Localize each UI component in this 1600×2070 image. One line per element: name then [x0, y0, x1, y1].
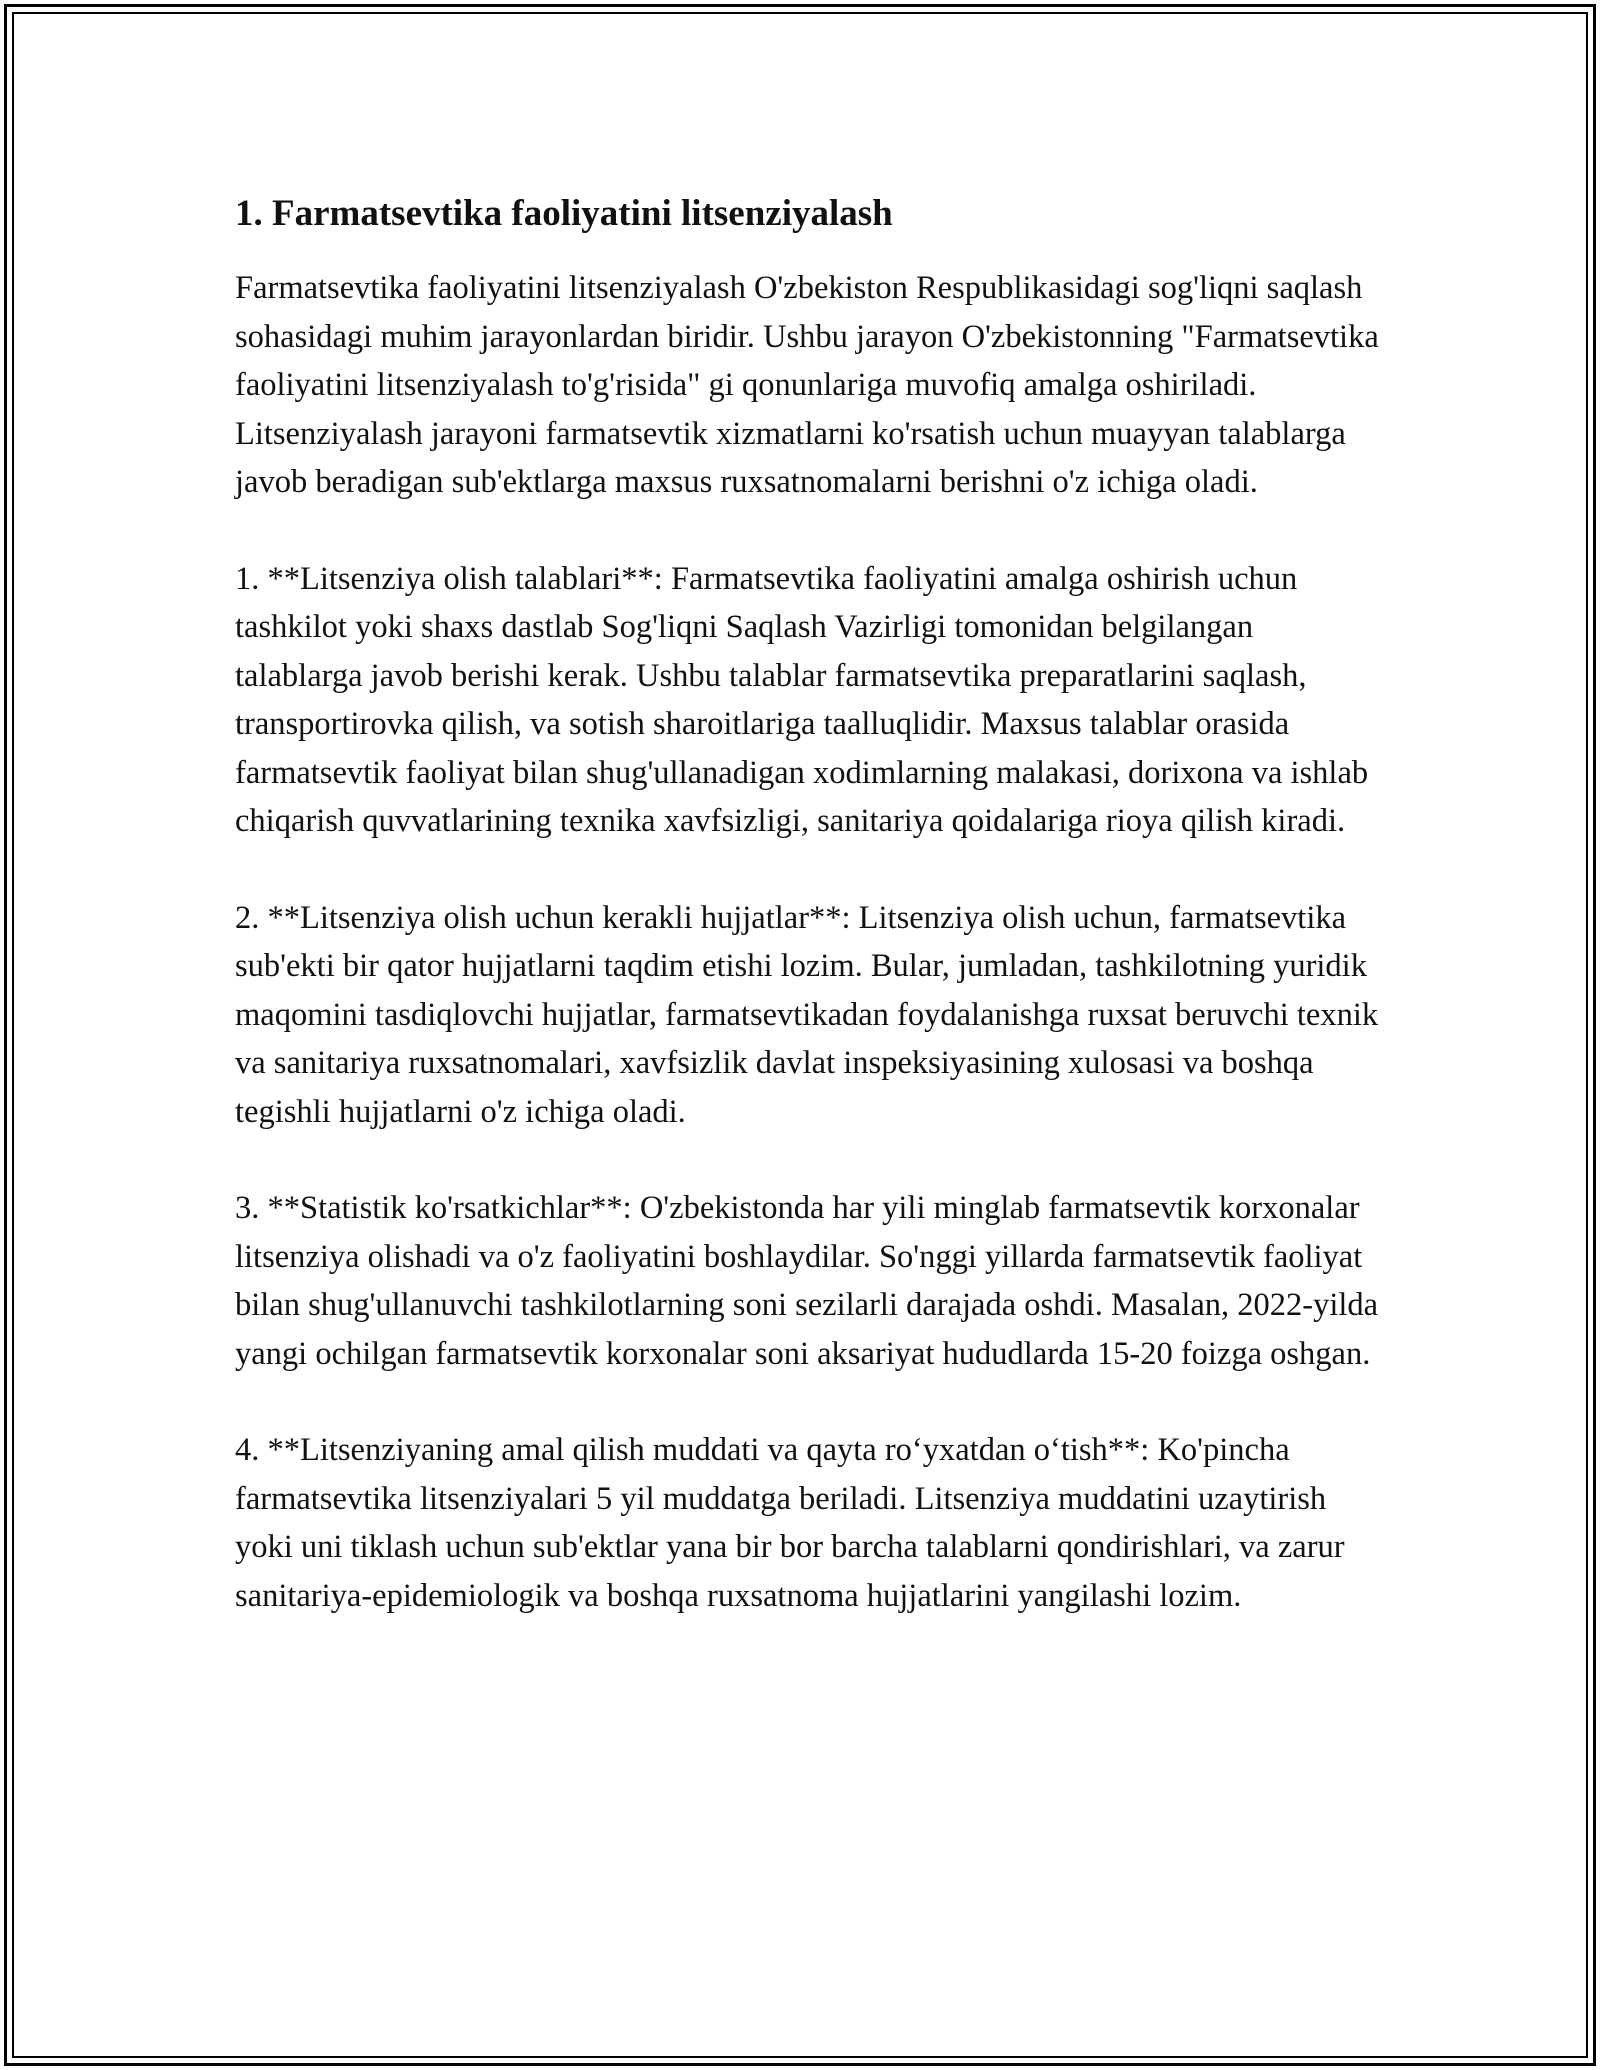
paragraph-required-documents: 2. **Litsenziya olish uchun kerakli hujjatlar**: Litsenziya olish uchun, farmatsevtika sub'ekti bir qator hujjatlarni taqdim etishi lozim. Bular, jumladan, tashkilotning yuridik maqomini tasdiqlovchi hujjatlar, farmatsevtikadan foydalanishga ruxsat beruvchi texnik va sanitariya ruxsatnomalari, xavfsizlik davlat inspeksiyasining xulosasi va boshqa tegishli hujjatlarni o'z ichiga oladi. — [235, 899, 1379, 1130]
paragraph-statistics: 3. **Statistik ko'rsatkichlar**: O'zbekistonda har yili minglab farmatsevtik korxonalar litsenziya olishadi va o'z faoliyatini boshlaydilar. So'nggi yillarda farmatsevtik faoliyat bilan shug'ullanuvchi tashkilotlarning soni sezilarli darajada oshdi. Masalan, 2022-yilda yangi ochilgan farmatsevtik korxonalar soni aksariyat hududlarda 15-20 foizga oshgan. — [235, 1190, 1379, 1372]
paragraph-license-requirements: 1. **Litsenziya olish talablari**: Farmatsevtika faoliyatini amalga oshirish uchun tashkilot yoki shaxs dastlab Sog'liqni Saqlash Vazirligi tomonidan belgilangan talablarga javob berishi kerak. Ushbu talablar farmatsevtika preparatlarini saqlash, transportirovka qilish, va sotish sharoitlariga taalluqlidir. Maxsus talablar orasida farmatsevtik faoliyat bilan shug'ullanadigan xodimlarning malakasi, dorixona va ishlab chiqarish quvvatlarining texnika xavfsizligi, sanitariya qoidalariga rioya qilish kiradi. — [235, 560, 1369, 839]
document-body — [235, 186, 1385, 1668]
document-title: 1. Farmatsevtika faoliyatini litsenziyalash — [235, 193, 893, 234]
intro-paragraph: Farmatsevtika faoliyatini litsenziyalash O'zbekiston Respublikasidagi sog'liqni saqlash sohasidagi muhim jarayonlardan biridir. Ushbu jarayon O'zbekistonning "Farmatsevtika faoliyatini litsenziyalash to'g'risida" gi qonunlariga muvofiq amalga oshiriladi. Litsenziyalash jarayoni farmatsevtik xizmatlarni ko'rsatish uchun muayyan talablarga javob beradigan sub'ektlarga maxsus ruxsatnomalarni berishni o'z ichiga oladi. — [235, 270, 1379, 500]
paragraph-validity-period: 4. **Litsenziyaning amal qilish muddati va qayta ro‘yxatdan o‘tish**: Ko'pincha farmatsevtika litsenziyalari 5 yil muddatga beriladi. Litsenziya muddatini uzaytirish yoki uni tiklash uchun sub'ektlar yana bir bor barcha talablarni qondirishlari, va zarur sanitariya-epidemiologik va boshqa ruxsatnoma hujjatlarini yangilashi lozim. — [235, 1432, 1345, 1614]
